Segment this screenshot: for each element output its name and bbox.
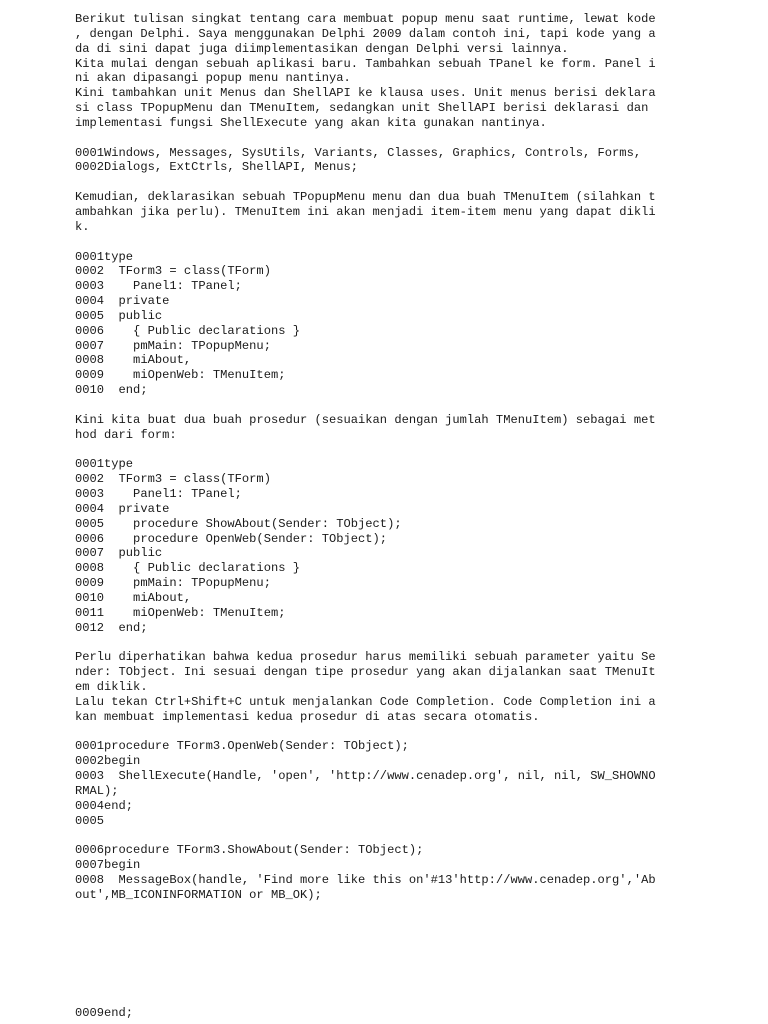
text-line: da di sini dapat juga diimplementasikan dengan Delphi versi lainnya. [75,41,569,56]
blank-line [75,442,695,457]
code-line: 0007begin [75,858,141,873]
code-line: 0003 Panel1: TPanel; [75,487,242,501]
text-line: kan membuat implementasi kedua prosedur di atas secara otomatis. [75,709,540,724]
code-line: 0005 public [75,308,163,323]
blank-line [75,398,695,413]
text-line: k. [75,219,90,234]
code-line: 0003 ShellExecute(Handle, 'open', 'http://www.cenadep.org', nil, nil, SW_SHOWNO [75,769,656,784]
blank-line [75,131,695,146]
code-line: 0008 { Public declarations } [75,561,300,576]
text-line: Perlu diperhatikan bahwa kedua prosedur harus memiliki sebuah parameter yaitu Se [75,650,656,665]
text-line: ni akan dipasangi popup menu nantinya. [75,71,351,86]
blank-line [75,175,695,190]
text-line: , dengan Delphi. Saya menggunakan Delphi 2009 dalam contoh ini, tapi kode yang a [75,26,656,41]
text-line: em diklik. [75,679,148,694]
code-line: 0006 { Public declarations } [75,323,300,338]
code-line: 0009 miOpenWeb: TMenuItem; [75,368,286,383]
code-line: 0002begin [75,754,141,769]
code-line: 0009 pmMain: TPopupMenu; [75,576,271,591]
blank-line [75,235,695,250]
text-line: Kini kita buat dua buah prosedur (sesuaikan dengan jumlah TMenuItem) sebagai met [75,412,656,427]
code-line: 0001Windows, Messages, SysUtils, Variants, Classes, Graphics, Controls, Forms, [75,145,642,160]
code-line: 0008 miAbout, [75,353,192,368]
code-line: 0007 public [75,546,163,561]
text-line: si class TPopupMenu dan TMenuItem, sedangkan unit ShellAPI berisi deklarasi dan [75,101,649,116]
code-line: 0002Dialogs, ExtCtrls, ShellAPI, Menus; [75,160,359,175]
text-line: implementasi fungsi ShellExecute yang akan kita gunakan nantinya. [75,115,547,130]
text-line: Kita mulai dengan sebuah aplikasi baru. Tambahkan sebuah TPanel ke form. Panel i [75,56,656,71]
text-line: Berikut tulisan singkat tentang cara membuat popup menu saat runtime, lewat kode [75,12,656,26]
code-line: RMAL); [75,783,119,798]
code-line: 0006procedure TForm3.ShowAbout(Sender: TObject); [75,843,424,858]
code-line: 0004 private [75,501,170,516]
code-line: 0011 miOpenWeb: TMenuItem; [75,605,286,620]
code-line: 0010 end; [75,383,148,398]
text-line: ambahkan jika perlu). TMenuItem ini akan menjadi item-item menu yang dapat dikli [75,204,656,219]
code-line: 0003 Panel1: TPanel; [75,279,242,294]
code-line: 0008 MessageBox(handle, 'Find more like this on'#13'http://www.cenadep.org','Ab [75,872,656,887]
code-line: 0010 miAbout, [75,590,192,605]
code-line: 0004 private [75,294,170,309]
blank-line [75,635,695,650]
text-line: nder: TObject. Ini sesuai dengan tipe prosedur yang akan dijalankan saat TMenuIt [75,665,656,680]
blank-line [75,828,695,843]
text-line: Lalu tekan Ctrl+Shift+C untuk menjalankan Code Completion. Code Completion ini a [75,694,656,709]
text-line: Kini tambahkan unit Menus dan ShellAPI ke klausa uses. Unit menus berisi deklara [75,86,656,101]
code-line: 0012 end; [75,620,148,635]
code-line: 0005 [75,813,105,828]
code-line: out',MB_ICONINFORMATION or MB_OK); [75,887,322,902]
text-line: hod dari form: [75,427,177,442]
code-line: 0004end; [75,798,134,813]
code-line: 0001procedure TForm3.OpenWeb(Sender: TObject); [75,739,409,754]
code-line: 0001type [75,249,134,264]
blank-line [75,725,695,740]
code-line: 0001type [75,457,134,472]
document-body [75,12,695,903]
text-line: Kemudian, deklarasikan sebuah TPopupMenu menu dan dua buah TMenuItem (silahkan t [75,190,656,205]
code-line-last: 0009end; [75,1006,134,1020]
code-line: 0006 procedure OpenWeb(Sender: TObject); [75,531,388,546]
code-line: 0005 procedure ShowAbout(Sender: TObject); [75,516,402,531]
code-line: 0002 TForm3 = class(TForm) [75,472,271,487]
code-line: 0002 TForm3 = class(TForm) [75,264,271,279]
code-line: 0007 pmMain: TPopupMenu; [75,338,271,353]
